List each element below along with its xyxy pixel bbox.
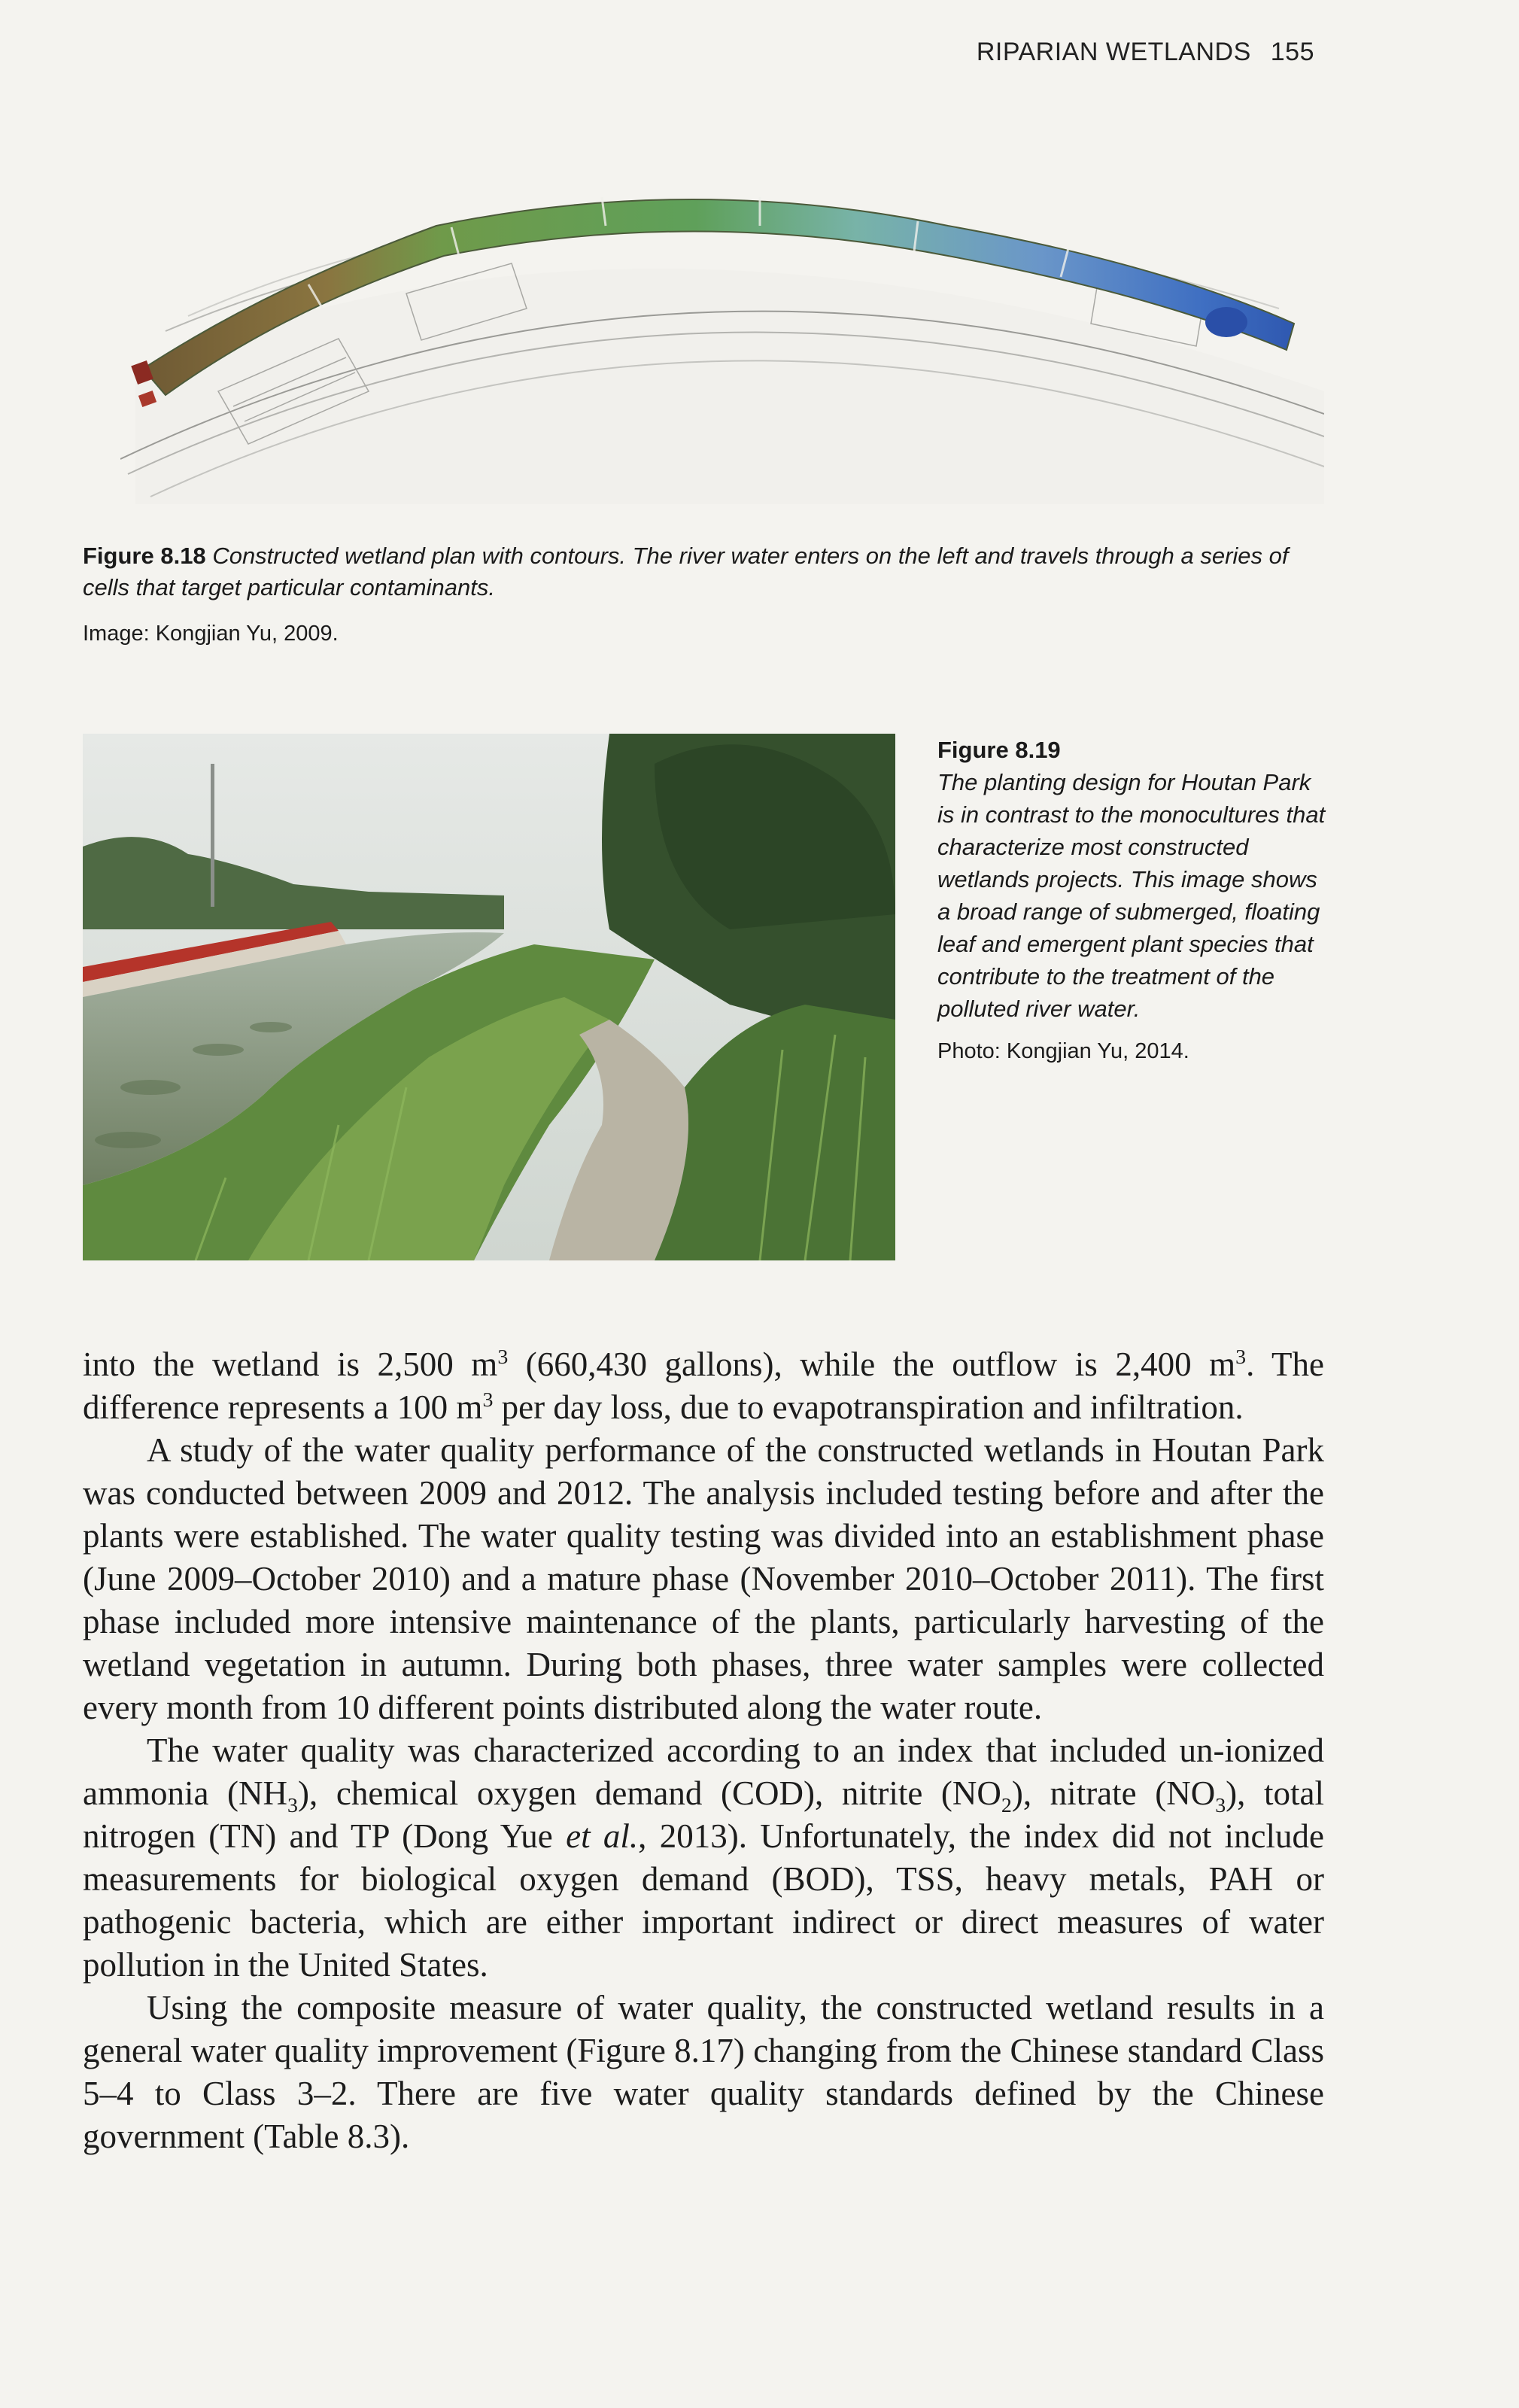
p3-et-al: et al. [566, 1817, 639, 1855]
figure-8-19-credit: Photo: Kongjian Yu, 2014. [937, 1039, 1189, 1063]
p3-sub-3: 3 [1215, 1794, 1226, 1817]
p1-sup-3: 3 [482, 1388, 494, 1412]
p3-sub-2: 2 [1001, 1794, 1012, 1817]
p1-text-b: (660,430 gallons), while the outflow is 2,400 m [508, 1345, 1236, 1383]
paragraph-2: A study of the water quality performance of the constructed wetlands in Houtan Park was conducted between 2009 and 2012. The analysis included testing before and after the plants were established. The water quality testing was divided into an establishment phase (June 2009–October 2010) and a mature phase (November 2010–October 2011). The first phase included more intensive maintenance of the plants, particularly harvesting of the wetland vegetation in autumn. During both phases, three water samples were collected every month from 10 different points distributed along the water route. [83, 1431, 1324, 1726]
p3-text-a: The water quality was characterized according to an index that included un-ionized ammonia (NH [83, 1732, 1324, 1812]
page-number: 155 [1270, 38, 1314, 66]
running-title: RIPARIAN WETLANDS [976, 38, 1251, 66]
p1-text-c: . The difference represents a 100 m [83, 1345, 1324, 1426]
wetland-plan-image [120, 143, 1324, 504]
wetland-photo [83, 734, 895, 1260]
paragraph-1 [83, 1343, 1324, 1429]
p3-text-c: ), nitrate (NO [1011, 1774, 1216, 1812]
p3-text-d: ), total nitrogen (TN) and TP (Dong Yue [83, 1774, 1324, 1855]
paragraph-3 [83, 1729, 1324, 1987]
figure-8-18-caption-text: Constructed wetland plan with contours. The river water enters on the left and travels through a series of cells that target particular contaminants. [83, 543, 1289, 600]
figure-8-19-caption-text: The planting design for Houtan Park is in contrast to the monocultures that characterize most constructed wetlands projects. This image shows a broad range of submerged, floating leaf and emergent plant species that contribute to the treatment of the polluted river water. [937, 769, 1326, 1022]
figure-8-19-label: Figure 8.19 [937, 737, 1061, 763]
p3-sub-1: 3 [287, 1794, 298, 1817]
p3-text-b: ), chemical oxygen demand (COD), nitrite (NO [298, 1774, 1001, 1812]
body-text [83, 1343, 1324, 2158]
figure-8-18-credit: Image: Kongjian Yu, 2009. [83, 622, 339, 646]
p1-text-a: into the wetland is 2,500 m [83, 1345, 498, 1383]
figure-8-19-caption [937, 734, 1329, 1068]
p1-text-d: per day loss, due to evapotranspiration and infiltration. [493, 1388, 1244, 1426]
p1-sup-1: 3 [497, 1345, 509, 1369]
running-head [977, 38, 1314, 67]
p3-text-e: , 2013). Unfortunately, the index did not include measurements for biological oxygen demand (BOD), TSS, heavy metals, PAH or pathogenic bacteria, which are either important indirect or direct measures of water pollution in the United States. [83, 1817, 1324, 1984]
figure-8-18-caption [83, 540, 1317, 604]
figure-8-18-label: Figure 8.18 [83, 543, 206, 569]
p1-sup-2: 3 [1235, 1345, 1247, 1369]
paragraph-4: Using the composite measure of water quality, the constructed wetland results in a general water quality improvement (Figure 8.17) changing from the Chinese standard Class 5–4 to Class 3–2. There are five water quality standards defined by the Chinese government (Table 8.3). [83, 1989, 1324, 2155]
